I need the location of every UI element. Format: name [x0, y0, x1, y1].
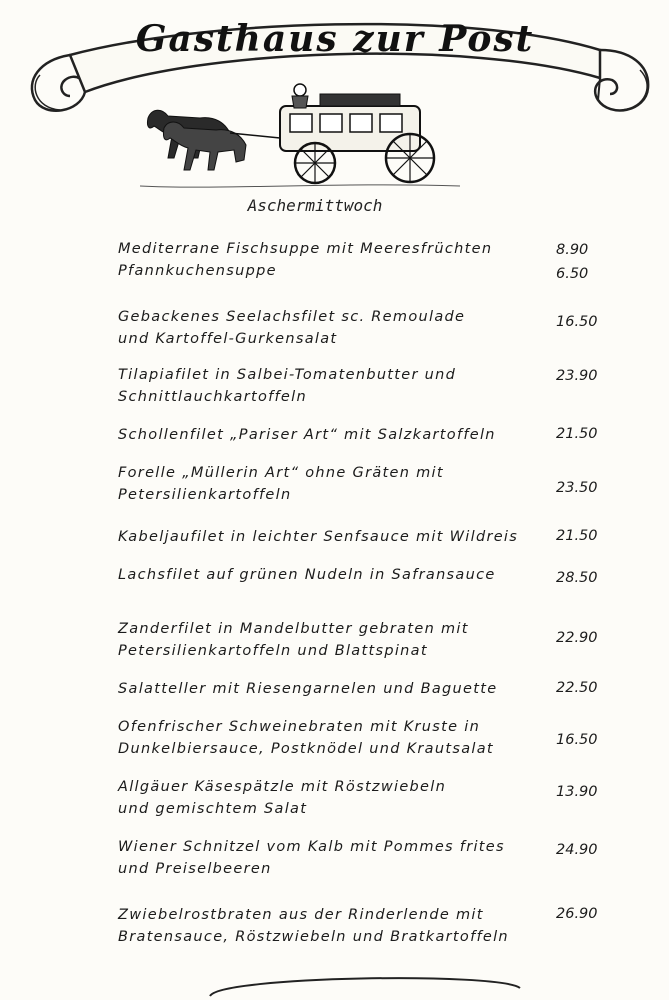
item-price: 21.50 — [556, 426, 598, 442]
item-description — [118, 618, 538, 662]
menu-item — [118, 238, 658, 288]
item-line: Gebackenes Seelachsfilet sc. Remoulade — [118, 309, 466, 325]
item-description — [118, 716, 538, 760]
item-line: Tilapiafilet in Salbei-Tomatenbutter und — [118, 367, 457, 383]
item-price: 8.90 — [556, 242, 589, 258]
menu-day-subtitle: Aschermittwoch — [247, 196, 383, 215]
item-description — [118, 306, 538, 350]
decorative-flourish — [200, 968, 530, 998]
item-price: 22.50 — [556, 680, 598, 696]
item-line: und Preiselbeeren — [118, 861, 272, 877]
item-description — [118, 526, 538, 548]
item-line: Dunkelbiersauce, Postknödel und Krautsalat — [118, 741, 494, 757]
item-line: Schollenfilet „Pariser Art“ mit Salzkartoffeln — [118, 427, 496, 443]
item-price: 28.50 — [556, 570, 598, 586]
item-description — [118, 564, 538, 586]
item-line: Lachsfilet auf grünen Nudeln in Safransauce — [118, 567, 496, 583]
restaurant-title: Gasthaus zur Post — [135, 18, 535, 60]
item-line: Salatteller mit Riesengarnelen und Baguette — [118, 681, 498, 697]
item-description — [118, 462, 538, 506]
menu-item — [118, 364, 658, 414]
item-line: Wiener Schnitzel vom Kalb mit Pommes frites — [118, 839, 505, 855]
menu-item — [118, 836, 658, 886]
item-line: Zwiebelrostbraten aus der Rinderlende mit — [118, 907, 484, 923]
item-description — [118, 836, 538, 880]
item-line: Pfannkuchensuppe — [118, 263, 277, 279]
item-line: Mediterrane Fischsuppe mit Meeresfrüchten — [118, 241, 493, 257]
item-description — [118, 904, 538, 948]
item-line: Ofenfrischer Schweinebraten mit Kruste in — [118, 719, 481, 735]
item-line: Kabeljaufilet in leichter Senfsauce mit Wildreis — [118, 529, 519, 545]
item-line: Petersilienkartoffeln und Blattspinat — [118, 643, 428, 659]
menu-item — [118, 564, 658, 614]
item-price: 21.50 — [556, 528, 598, 544]
item-line: Allgäuer Käsespätzle mit Röstzwiebeln — [118, 779, 447, 795]
item-description — [118, 678, 538, 700]
item-price: 26.90 — [556, 906, 598, 922]
item-line: Schnittlauchkartoffeln — [118, 389, 307, 405]
item-price: 22.90 — [556, 630, 598, 646]
item-description — [118, 364, 538, 408]
item-price: 23.90 — [556, 368, 598, 384]
item-description — [118, 238, 538, 282]
item-price: 23.50 — [556, 480, 598, 496]
item-price: 13.90 — [556, 784, 598, 800]
item-line: Petersilienkartoffeln — [118, 487, 292, 503]
item-line: und gemischtem Salat — [118, 801, 308, 817]
menu-item — [118, 716, 658, 766]
menu-item — [118, 776, 658, 826]
item-description — [118, 776, 538, 820]
item-line: Forelle „Müllerin Art“ ohne Gräten mit — [118, 465, 444, 481]
item-description — [118, 424, 538, 446]
menu-item — [118, 306, 658, 356]
item-line: und Kartoffel-Gurkensalat — [118, 331, 338, 347]
item-price: 16.50 — [556, 314, 598, 330]
item-line: Zanderfilet in Mandelbutter gebraten mit — [118, 621, 469, 637]
menu-item — [118, 904, 658, 954]
item-price: 6.50 — [556, 266, 589, 282]
item-price: 24.90 — [556, 842, 598, 858]
menu-item — [118, 462, 658, 512]
item-line: Bratensauce, Röstzwiebeln und Bratkartoffeln — [118, 929, 509, 945]
item-price: 16.50 — [556, 732, 598, 748]
stagecoach-illustration — [140, 78, 460, 193]
menu-item — [118, 618, 658, 668]
